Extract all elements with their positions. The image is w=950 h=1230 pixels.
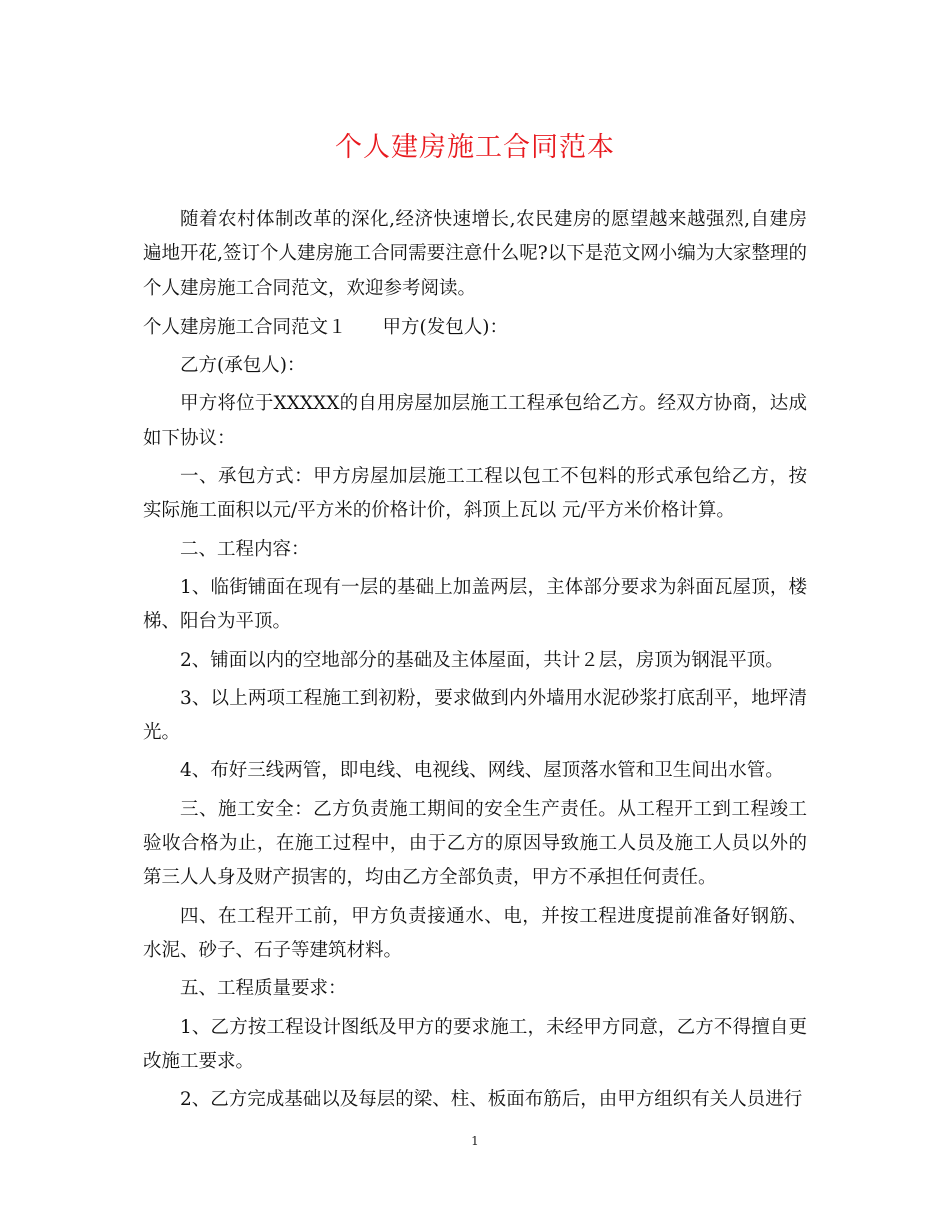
paragraph-5: 2、铺面以内的空地部分的基础及主体屋面，共计２层，房顶为钢混平顶。 bbox=[180, 649, 784, 671]
intro-paragraph: 随着农村体制改革的深化,经济快速增长,农民建房的愿望越来越强烈,自建房遍地开花,签订个人建房施工合同需要注意什么呢?以下是范文网小编为大家整理的个人建房施工合同范文，欢迎参考阅读。 bbox=[143, 209, 807, 299]
party-a-label: 甲方(发包人)： bbox=[382, 316, 508, 338]
paragraph-4: 1、临街铺面在现有一层的基础上加盖两层，主体部分要求为斜面瓦屋顶，楼梯、阳台为平顶。 bbox=[143, 576, 807, 633]
section-heading-line bbox=[143, 311, 807, 345]
paragraph-12: 2、乙方完成基础以及每层的梁、柱、板面布筋后，由甲方组织有关人员进行 bbox=[180, 1089, 803, 1111]
paragraph-9: 四、在工程开工前，甲方负责接通水、电，并按工程进度提前准备好钢筋、水泥、砂子、石子等建筑材料。 bbox=[143, 905, 807, 961]
party-b-label: 乙方(承包人)： bbox=[180, 355, 306, 377]
paragraph-10: 五、工程质量要求： bbox=[180, 978, 347, 1000]
page-number: 1 bbox=[471, 1134, 479, 1148]
document-body bbox=[143, 203, 807, 1117]
paragraph-1: 甲方将位于XXXXX的自用房屋加层施工工程承包给乙方。经双方协商，达成如下协议： bbox=[143, 393, 807, 449]
paragraph-2: 一、承包方式：甲方房屋加层施工工程以包工不包料的形式承包给乙方，按实际施工面积以元/平方米的价格计价，斜顶上瓦以 元/平方米价格计算。 bbox=[143, 466, 807, 522]
paragraph-8: 三、施工安全：乙方负责施工期间的安全生产责任。从工程开工到工程竣工验收合格为止，在施工过程中，由于乙方的原因导致施工人员及施工人员以外的第三人人身及财产损害的，均由乙方全部负责，甲方不承担任何责任。 bbox=[143, 798, 807, 889]
paragraph-11: 1、乙方按工程设计图纸及甲方的要求施工，未经甲方同意，乙方不得擅自更改施工要求。 bbox=[143, 1016, 807, 1072]
paragraph-7: 4、布好三线两管，即电线、电视线、网线、屋顶落水管和卫生间出水管。 bbox=[180, 760, 784, 782]
section-heading: 个人建房施工合同范文１ bbox=[143, 316, 347, 338]
paragraph-6: 3、以上两项工程施工到初粉，要求做到内外墙用水泥砂浆打底刮平，地坪清光。 bbox=[143, 687, 807, 744]
paragraph-3: 二、工程内容： bbox=[180, 538, 310, 560]
document-title: 个人建房施工合同范本 bbox=[335, 132, 615, 163]
